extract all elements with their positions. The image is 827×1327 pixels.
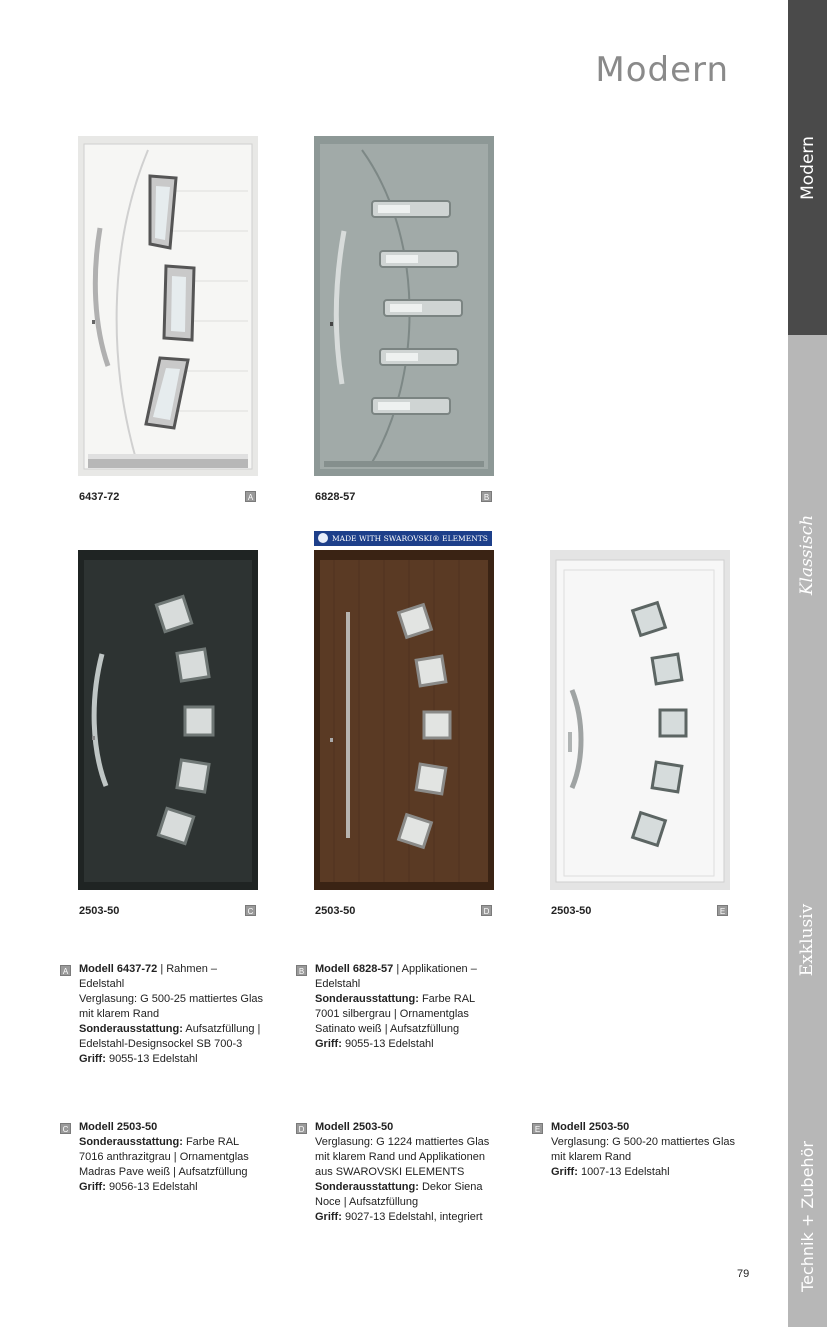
door-letter-a: A (245, 491, 256, 502)
door-caption-a: 6437-72 (79, 491, 120, 503)
description-letter: B (296, 965, 307, 976)
door-letter-c: C (245, 905, 256, 916)
handle-label: Griff: (315, 1211, 342, 1223)
description-letter: C (60, 1123, 71, 1134)
model-name: Modell 2503-50 (551, 1121, 630, 1133)
special-equipment-label: Sonderausstattung: (79, 1136, 183, 1148)
glazing-text: Verglasung: G 1224 mattiertes Glas mit klarem Rand und Applikationen aus SWAROVSKI ELEMENTS (315, 1136, 490, 1178)
handle-label: Griff: (315, 1038, 342, 1050)
tab-modern[interactable] (788, 0, 827, 335)
description-letter: E (532, 1123, 543, 1134)
model-intro: | Applikationen – Edelstahl (315, 963, 477, 990)
section-sidebar (788, 0, 827, 1327)
door-caption-e: 2503-50 (551, 905, 592, 917)
handle-text: 9055-13 Edelstahl (341, 1038, 434, 1050)
description-d (296, 1120, 490, 1223)
special-equipment-text: Farbe RAL 7016 anthrazitgrau | Ornamentglas Madras Pave weiß | Aufsatzfüllung (79, 1136, 249, 1178)
swarovski-banner-text: MADE WITH SWAROVSKI® ELEMENTS (332, 534, 488, 543)
handle-text: 9055-13 Edelstahl (105, 1053, 198, 1065)
model-name: Modell 6437-72 (79, 963, 158, 975)
glazing-text: Verglasung: G 500-25 mattiertes Glas mit klarem Rand (79, 993, 264, 1020)
description-letter: A (60, 965, 71, 976)
tab-klassisch[interactable] (788, 335, 827, 775)
page-number: 79 (737, 1268, 750, 1280)
tab-label: Klassisch (797, 514, 818, 596)
description-b (296, 962, 477, 1050)
door-image-b (314, 136, 494, 476)
glazing-text: Verglasung: G 500-20 mattiertes Glas mit klarem Rand (551, 1136, 736, 1163)
swarovski-swan-icon (318, 533, 328, 543)
special-equipment-text: Dekor Siena Noce | Aufsatzfüllung (315, 1181, 483, 1208)
page-title: Modern (595, 50, 729, 90)
special-equipment-text: Farbe RAL 7001 silbergrau | Ornamentglas Satinato weiß | Aufsatzfüllung (315, 993, 475, 1035)
tab-label: Modern (797, 135, 818, 200)
handle-text: 1007-13 Edelstahl (577, 1166, 670, 1178)
door-caption-d: 2503-50 (315, 905, 356, 917)
handle-text: 9027-13 Edelstahl, integriert (341, 1211, 483, 1223)
model-name: Modell 2503-50 (315, 1121, 394, 1133)
tab-technik-zubehoer[interactable] (788, 1105, 827, 1327)
door-image-c (78, 550, 258, 890)
special-equipment-label: Sonderausstattung: (315, 993, 419, 1005)
door-image-a (78, 136, 258, 476)
door-image-d (314, 550, 494, 890)
special-equipment-label: Sonderausstattung: (79, 1023, 183, 1035)
handle-label: Griff: (79, 1053, 106, 1065)
special-equipment-text: Aufsatzfüllung | Edelstahl-Designsockel SB 700-3 (79, 1023, 261, 1050)
door-letter-e: E (717, 905, 728, 916)
handle-label: Griff: (79, 1181, 106, 1193)
tab-label: Technik + Zubehör (798, 1140, 817, 1292)
description-e (532, 1120, 736, 1178)
door-caption-b: 6828-57 (315, 491, 356, 503)
special-equipment-label: Sonderausstattung: (315, 1181, 419, 1193)
door-letter-b: B (481, 491, 492, 502)
description-c (60, 1120, 249, 1193)
tab-exklusiv[interactable] (788, 775, 827, 1105)
description-a (60, 962, 264, 1065)
model-name: Modell 6828-57 (315, 963, 394, 975)
model-name: Modell 2503-50 (79, 1121, 158, 1133)
door-caption-c: 2503-50 (79, 905, 120, 917)
swarovski-banner (314, 531, 492, 546)
door-letter-d: D (481, 905, 492, 916)
tab-label: Exklusiv (797, 903, 818, 977)
door-image-e (550, 550, 730, 890)
description-letter: D (296, 1123, 307, 1134)
handle-text: 9056-13 Edelstahl (105, 1181, 198, 1193)
handle-label: Griff: (551, 1166, 578, 1178)
model-intro: | Rahmen – Edelstahl (79, 963, 217, 990)
